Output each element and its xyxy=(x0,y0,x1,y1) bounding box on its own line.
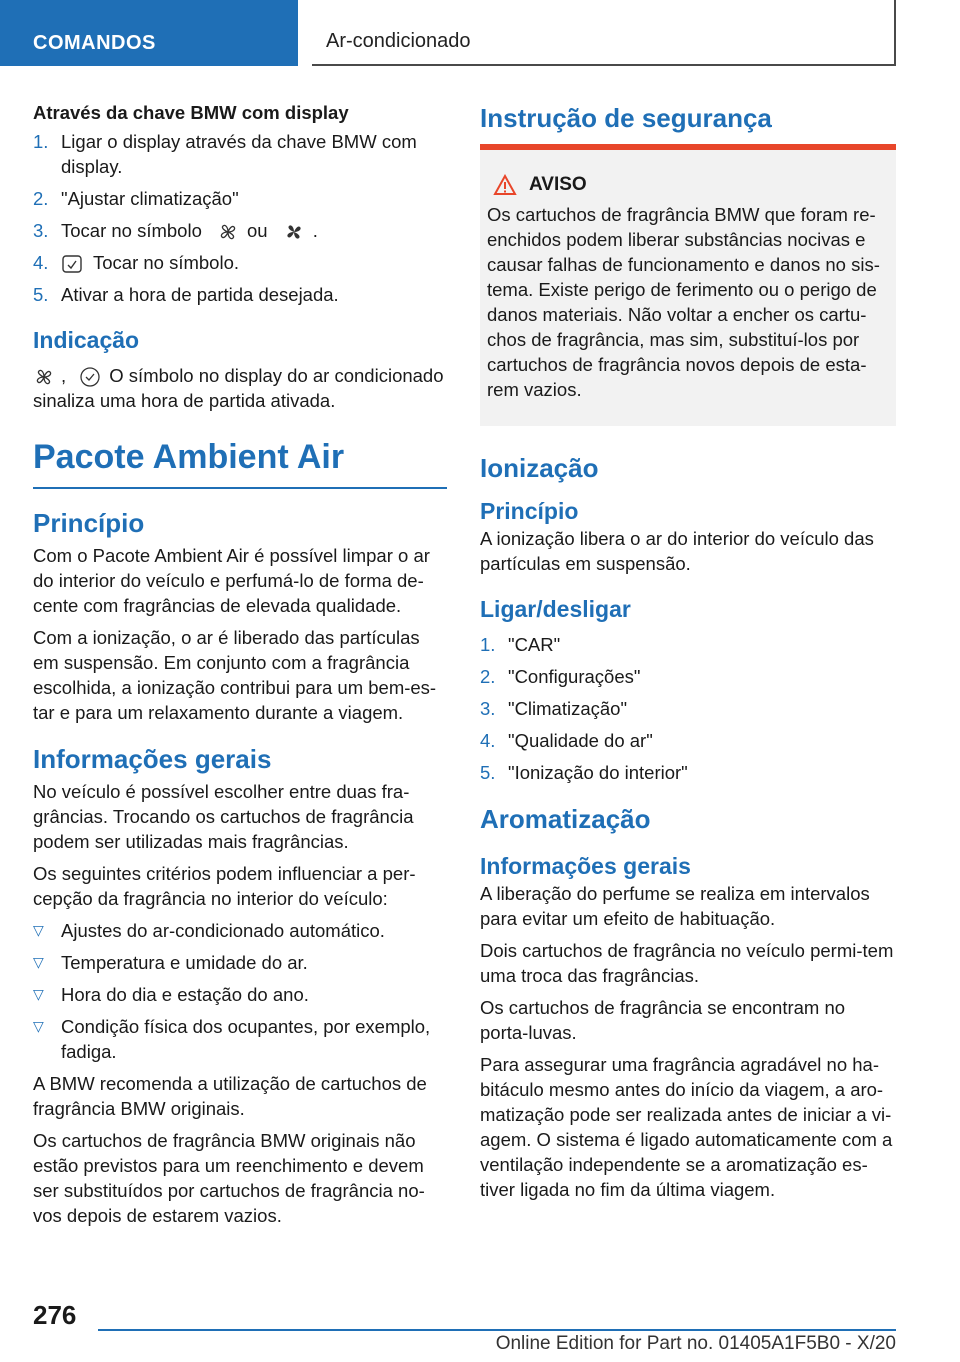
step-text: Ativar a hora de partida desejada. xyxy=(61,284,339,306)
list-item xyxy=(33,282,447,307)
step-text: Tocar no símbolo xyxy=(61,220,202,241)
warning-title xyxy=(487,172,888,198)
ion-principle-text: A ionização libera o ar do interior do veículo das partículas em suspensão. xyxy=(480,528,874,574)
step-number: 2. xyxy=(33,188,49,209)
step-number: 1. xyxy=(480,634,496,655)
warning-triangle-icon xyxy=(493,174,517,196)
step-number: 5. xyxy=(33,284,49,306)
fan-icon xyxy=(33,366,55,388)
chapter-title: Ar-condicionado xyxy=(312,0,896,66)
warning-box xyxy=(480,150,896,426)
footer-rule xyxy=(98,1329,896,1331)
onoff-heading: Ligar/desligar xyxy=(480,596,631,622)
onoff-steps xyxy=(480,632,896,785)
triangle-bullet-icon: ▽ xyxy=(33,954,44,971)
warning-text: Os cartuchos de fragrância BMW que foram re-enchidos podem liberar substâncias nocivas e causar falhas de funcionamento e danos no sis-tema. Existe perigo de ferimento ou o perigo de danos materiais. Não voltar a encher os cartu-chos de fragrância, mas sim, substituí-los por cartuchos de fragrância novos depois de esta-rem vazios. xyxy=(487,204,880,400)
list-item xyxy=(480,728,896,753)
ambient-air-heading: Pacote Ambient Air xyxy=(33,438,345,477)
list-item xyxy=(480,632,896,657)
warning-title-text: AVISO xyxy=(529,174,587,195)
section-tab: COMANDOS xyxy=(0,0,298,66)
criteria-text: Condição física dos ocupantes, por exemplo, fadiga. xyxy=(61,1016,431,1063)
aroma-paragraph: Os cartuchos de fragrância se encontram no porta-luvas. xyxy=(480,997,846,1043)
general-paragraph: No veículo é possível escolher entre duas fra-grâncias. Trocando os cartuchos de fragrância podem ser utilizadas mais fragrâncias. xyxy=(33,781,414,853)
triangle-bullet-icon: ▽ xyxy=(33,922,44,939)
step-text: "Ajustar climatização" xyxy=(61,188,239,209)
principle-heading: Princípio xyxy=(33,508,145,539)
step-text: "CAR" xyxy=(508,634,561,655)
safety-heading: Instrução de segurança xyxy=(480,103,772,133)
clock-icon xyxy=(79,366,101,388)
principle-paragraph: Com a ionização, o ar é liberado das partículas em suspensão. Em conjunto com a fragrância escolhida, a ionização contribui para um bem-es-tar e para um relaxamento durante a viagem. xyxy=(33,627,437,724)
aroma-paragraph: Para assegurar uma fragrância agradável no ha-bitáculo mesmo antes do início da viagem, a aro-matização pode ser realizada antes de iniciar a vi-agem. O sistema é ligado automaticamente com a ventilação independente se a aromatização es-tiver ligada no fim da última viagem. xyxy=(480,1054,893,1200)
step-or-text: ou xyxy=(247,220,268,241)
step-number: 1. xyxy=(33,131,49,152)
list-item xyxy=(33,982,447,1007)
aroma-paragraph: Dois cartuchos de fragrância no veículo permi-tem uma troca das fragrâncias. xyxy=(480,940,894,986)
aroma-general-heading: Informações gerais xyxy=(480,853,691,879)
general-info-heading: Informações gerais xyxy=(33,744,272,775)
criteria-text: Ajustes do ar-condicionado automático. xyxy=(61,920,385,942)
general-paragraph: Os cartuchos de fragrância BMW originais não estão previstos para um reenchimento e devem ser substituídos por cartuchos de fragrância no-vos depois de estarem vazios. xyxy=(33,1130,425,1227)
step-number: 2. xyxy=(480,666,496,687)
step-text: Tocar no símbolo. xyxy=(93,252,240,274)
note-text: O símbolo no display do ar condicionado sinaliza uma hora de partida ativada. xyxy=(33,365,444,412)
triangle-bullet-icon: ▽ xyxy=(33,1018,44,1035)
heading-rule xyxy=(33,487,447,489)
aroma-heading: Aromatização xyxy=(480,804,651,834)
criteria-text: Temperatura e umidade do ar. xyxy=(61,952,308,974)
list-item xyxy=(33,250,447,275)
step-text: "Qualidade do ar" xyxy=(508,730,653,751)
note-paragraph xyxy=(33,363,447,413)
list-item xyxy=(33,918,447,943)
ionization-heading: Ionização xyxy=(480,453,599,483)
step-end: . xyxy=(312,220,318,241)
step-text: "Climatização" xyxy=(508,698,628,719)
display-key-title: Através da chave BMW com display xyxy=(33,102,349,123)
step-number: 4. xyxy=(480,730,496,751)
criteria-list xyxy=(33,918,447,1064)
ion-principle-heading: Princípio xyxy=(480,498,579,524)
list-item xyxy=(33,129,447,179)
general-paragraph: A BMW recomenda a utilização de cartuchos de fragrância BMW originais. xyxy=(33,1073,427,1120)
step-number: 5. xyxy=(480,762,496,783)
page-header xyxy=(0,0,960,66)
list-item xyxy=(33,218,447,243)
list-item xyxy=(33,950,447,975)
right-column xyxy=(480,100,896,1209)
step-text: "Configurações" xyxy=(508,666,641,687)
step-number: 3. xyxy=(33,220,49,241)
step-text: "Ionização do interior" xyxy=(508,762,688,783)
fan-fast-icon xyxy=(283,221,305,243)
general-paragraph: Os seguintes critérios podem influenciar a per-cepção da fragrância no interior do veículo: xyxy=(33,863,416,910)
note-comma: , xyxy=(61,365,67,387)
fan-icon xyxy=(217,221,239,243)
aroma-paragraph: A liberação do perfume se realiza em intervalos para evitar um efeito de habituação. xyxy=(480,883,870,929)
display-key-steps xyxy=(33,129,447,307)
step-number: 3. xyxy=(480,698,496,719)
note-heading: Indicação xyxy=(33,327,140,354)
left-column xyxy=(33,100,447,1235)
edition-text: Online Edition for Part no. 01405A1F5B0 - X/20 xyxy=(495,1333,896,1354)
step-text: Ligar o display através da chave BMW com display. xyxy=(61,131,417,177)
list-item xyxy=(480,664,896,689)
list-item xyxy=(480,696,896,721)
departure-box-icon xyxy=(61,253,83,275)
page-number: 276 xyxy=(33,1300,77,1330)
step-number: 4. xyxy=(33,252,49,274)
list-item xyxy=(480,760,896,785)
list-item xyxy=(33,1014,447,1064)
criteria-text: Hora do dia e estação do ano. xyxy=(61,984,309,1006)
list-item xyxy=(33,186,447,211)
principle-paragraph: Com o Pacote Ambient Air é possível limpar o ar do interior do veículo e perfumá-lo de forma de-cente com fragrâncias de elevada qualidade. xyxy=(33,545,430,617)
triangle-bullet-icon: ▽ xyxy=(33,986,44,1003)
